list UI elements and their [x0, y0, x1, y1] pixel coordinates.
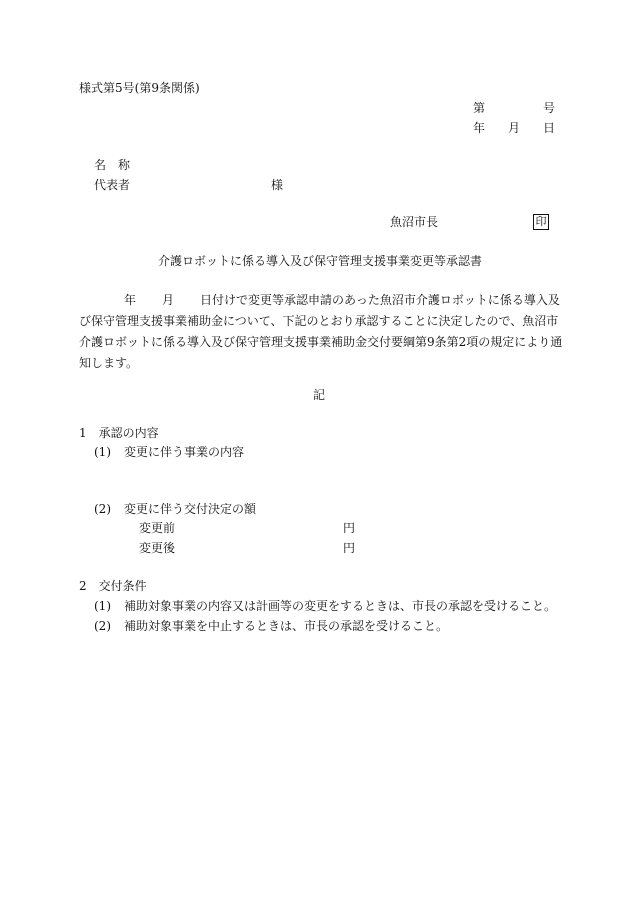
addressee-name-label: 名 称: [94, 158, 131, 172]
section1-item2-text: 変更に伴う交付決定の額: [124, 502, 257, 516]
addressee-rep-label: 代表者: [94, 178, 131, 192]
body-line-1: 日付けで変更等承認申請のあった魚沼市介護ロボットに係る導入及: [200, 293, 560, 307]
section1-item2-num: (2): [94, 502, 111, 516]
body-line-3: 介護ロボットに係る導入及び保守管理支援事業補助金交付要綱第9条第2項の規定により通: [79, 335, 563, 349]
section1-item1-text: 変更に伴う事業の内容: [124, 445, 245, 459]
number-prefix: 第: [473, 101, 486, 115]
body-year: 年: [124, 293, 137, 307]
date-year: 年: [473, 121, 486, 135]
addressee-honorific: 様: [271, 178, 284, 192]
section1-heading: 1 承認の内容: [79, 426, 159, 440]
amount-before-currency: 円: [343, 521, 356, 535]
body-line-4: 知します。: [79, 356, 139, 370]
condition-1-text: 補助対象事業の内容又は計画等の変更をするときは、市長の承認を受けること。: [124, 599, 557, 613]
condition-2-text: 補助対象事業を中止するときは、市長の承認を受けること。: [124, 619, 449, 633]
issuer-title: 魚沼市長: [390, 215, 439, 229]
section2-heading: 2 交付条件: [79, 579, 147, 593]
amount-before-label: 変更前: [139, 521, 176, 535]
seal-stamp: 印: [533, 214, 549, 230]
date-month: 月: [508, 121, 521, 135]
section1-item1-num: (1): [94, 445, 111, 459]
date-day: 日: [543, 121, 556, 135]
amount-after-currency: 円: [343, 541, 356, 555]
document-title: 介護ロボットに係る導入及び保守管理支援事業変更等承認書: [158, 254, 483, 268]
amount-after-label: 変更後: [139, 541, 176, 555]
condition-1-num: (1): [94, 599, 111, 613]
form-label: 様式第5号(第9条関係): [79, 81, 200, 95]
body-month: 月: [162, 293, 175, 307]
ki-heading: 記: [313, 388, 326, 402]
number-suffix: 号: [543, 101, 556, 115]
body-line-2: び保守管理支援事業補助金について、下記のとおり承認することに決定したので、魚沼市: [79, 314, 559, 328]
condition-2-num: (2): [94, 619, 111, 633]
